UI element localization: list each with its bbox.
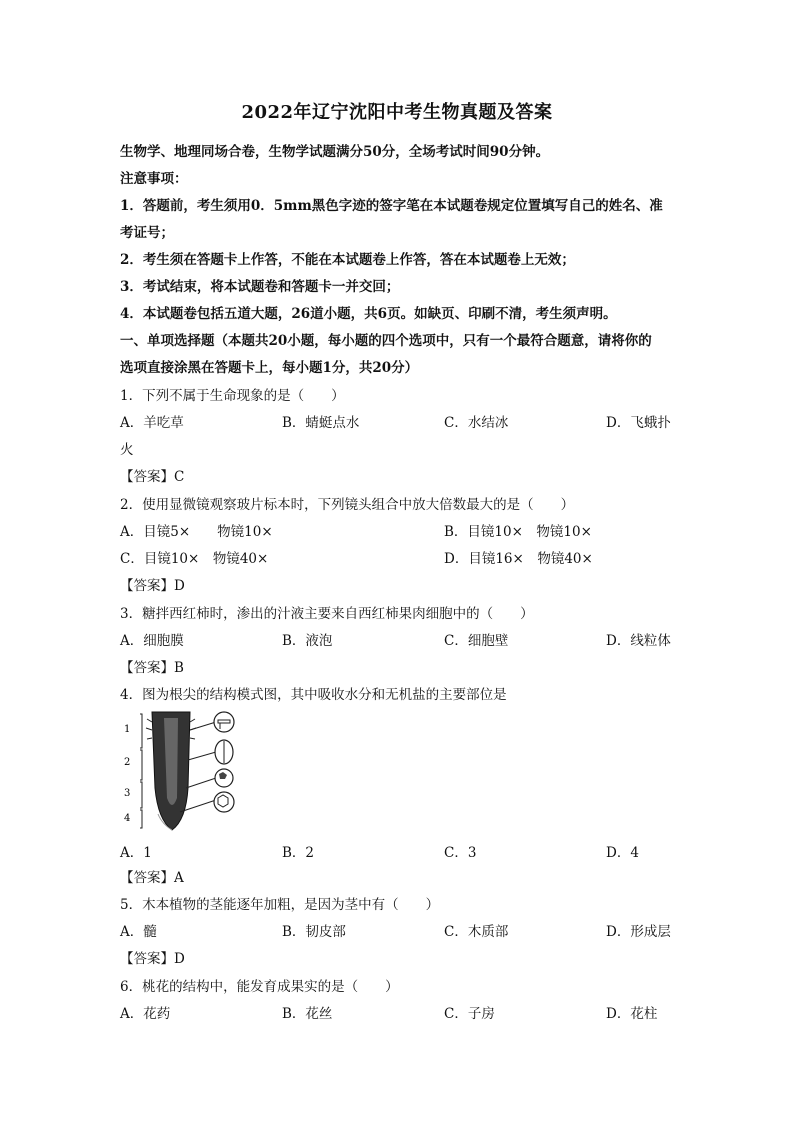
figure-label-2: 2 bbox=[124, 757, 131, 768]
notice-heading: 注意事项： bbox=[120, 171, 188, 187]
intro-text: 生物学、地理同场合卷，生物学试题满分50分，全场考试时间90分钟。 bbox=[120, 144, 550, 160]
q1-option-d-wrap: 火 bbox=[120, 442, 134, 458]
section-heading: 一、单项选择题（本题共20小题，每小题的四个选项中，只有一个最符合题意，请将你的 bbox=[120, 333, 652, 349]
figure-label-4: 4 bbox=[124, 813, 131, 824]
q3-option-d: D．线粒体 bbox=[606, 633, 671, 649]
q1-option-d: D．飞蛾扑 bbox=[606, 415, 671, 431]
q1-option-c: C．水结冰 bbox=[444, 415, 509, 431]
q4-option-a: A．1 bbox=[120, 845, 152, 861]
q4-option-c: C．3 bbox=[444, 845, 477, 861]
q5-option-d: D．形成层 bbox=[606, 924, 671, 940]
figure-label-1: 1 bbox=[124, 724, 131, 735]
notice-line: 考证号； bbox=[120, 225, 174, 241]
question-3-stem: 3．糖拌西红柿时，渗出的汁液主要来自西红柿果肉细胞中的（ ） bbox=[120, 606, 534, 622]
page-title: 2022年辽宁沈阳中考生物真题及答案 bbox=[241, 102, 553, 123]
q5-option-b: B．韧皮部 bbox=[282, 924, 346, 940]
notice-line: 4．本试题卷包括五道大题，26道小题，共6页。如缺页、印刷不清，考生须声明。 bbox=[120, 306, 617, 322]
q2-option-b: B．目镜10× 物镜10× bbox=[444, 524, 592, 540]
q3-option-c: C．细胞壁 bbox=[444, 633, 509, 649]
q3-answer: 【答案】B bbox=[120, 660, 184, 676]
q5-option-c: C．木质部 bbox=[444, 924, 509, 940]
q2-option-d: D．目镜16× 物镜40× bbox=[444, 551, 593, 567]
question-6-stem: 6．桃花的结构中，能发育成果实的是（ ） bbox=[120, 979, 399, 995]
q2-answer: 【答案】D bbox=[120, 578, 185, 594]
q6-option-a: A．花药 bbox=[120, 1006, 171, 1022]
root-tip-figure bbox=[120, 708, 250, 832]
notice-line: 3．考试结束，将本试题卷和答题卡一并交回； bbox=[120, 279, 400, 295]
q2-option-c: C．目镜10× 物镜40× bbox=[120, 551, 269, 567]
question-4-stem: 4．图为根尖的结构模式图，其中吸收水分和无机盐的主要部位是 bbox=[120, 687, 507, 703]
q3-option-a: A．细胞膜 bbox=[120, 633, 184, 649]
q4-option-d: D．4 bbox=[606, 845, 639, 861]
question-5-stem: 5．木本植物的茎能逐年加粗，是因为茎中有（ ） bbox=[120, 897, 440, 913]
q6-option-d: D．花柱 bbox=[606, 1006, 658, 1022]
q6-option-c: C．子房 bbox=[444, 1006, 495, 1022]
question-1-stem: 1．下列不属于生命现象的是（ ） bbox=[120, 388, 345, 404]
q6-option-b: B．花丝 bbox=[282, 1006, 333, 1022]
section-heading-cont: 选项直接涂黑在答题卡上，每小题1分，共20分） bbox=[120, 360, 419, 376]
question-2-stem: 2．使用显微镜观察玻片标本时，下列镜头组合中放大倍数最大的是（ ） bbox=[120, 497, 575, 513]
figure-label-3: 3 bbox=[124, 788, 131, 799]
notice-line: 1．答题前，考生须用0．5mm黑色字迹的签字笔在本试题卷规定位置填写自己的姓名、准 bbox=[120, 198, 663, 214]
q4-option-b: B．2 bbox=[282, 845, 315, 861]
notice-line: 2．考生须在答题卡上作答，不能在本试题卷上作答，答在本试题卷上无效； bbox=[120, 252, 575, 268]
q3-option-b: B．液泡 bbox=[282, 633, 333, 649]
q4-answer: 【答案】A bbox=[120, 870, 184, 886]
q5-option-a: A．髓 bbox=[120, 924, 157, 940]
q1-option-a: A．羊吃草 bbox=[120, 415, 184, 431]
q2-option-a: A．目镜5× 物镜10× bbox=[120, 524, 273, 540]
q1-option-b: B．蜻蜓点水 bbox=[282, 415, 360, 431]
q1-answer: 【答案】C bbox=[120, 469, 185, 485]
q5-answer: 【答案】D bbox=[120, 951, 185, 967]
